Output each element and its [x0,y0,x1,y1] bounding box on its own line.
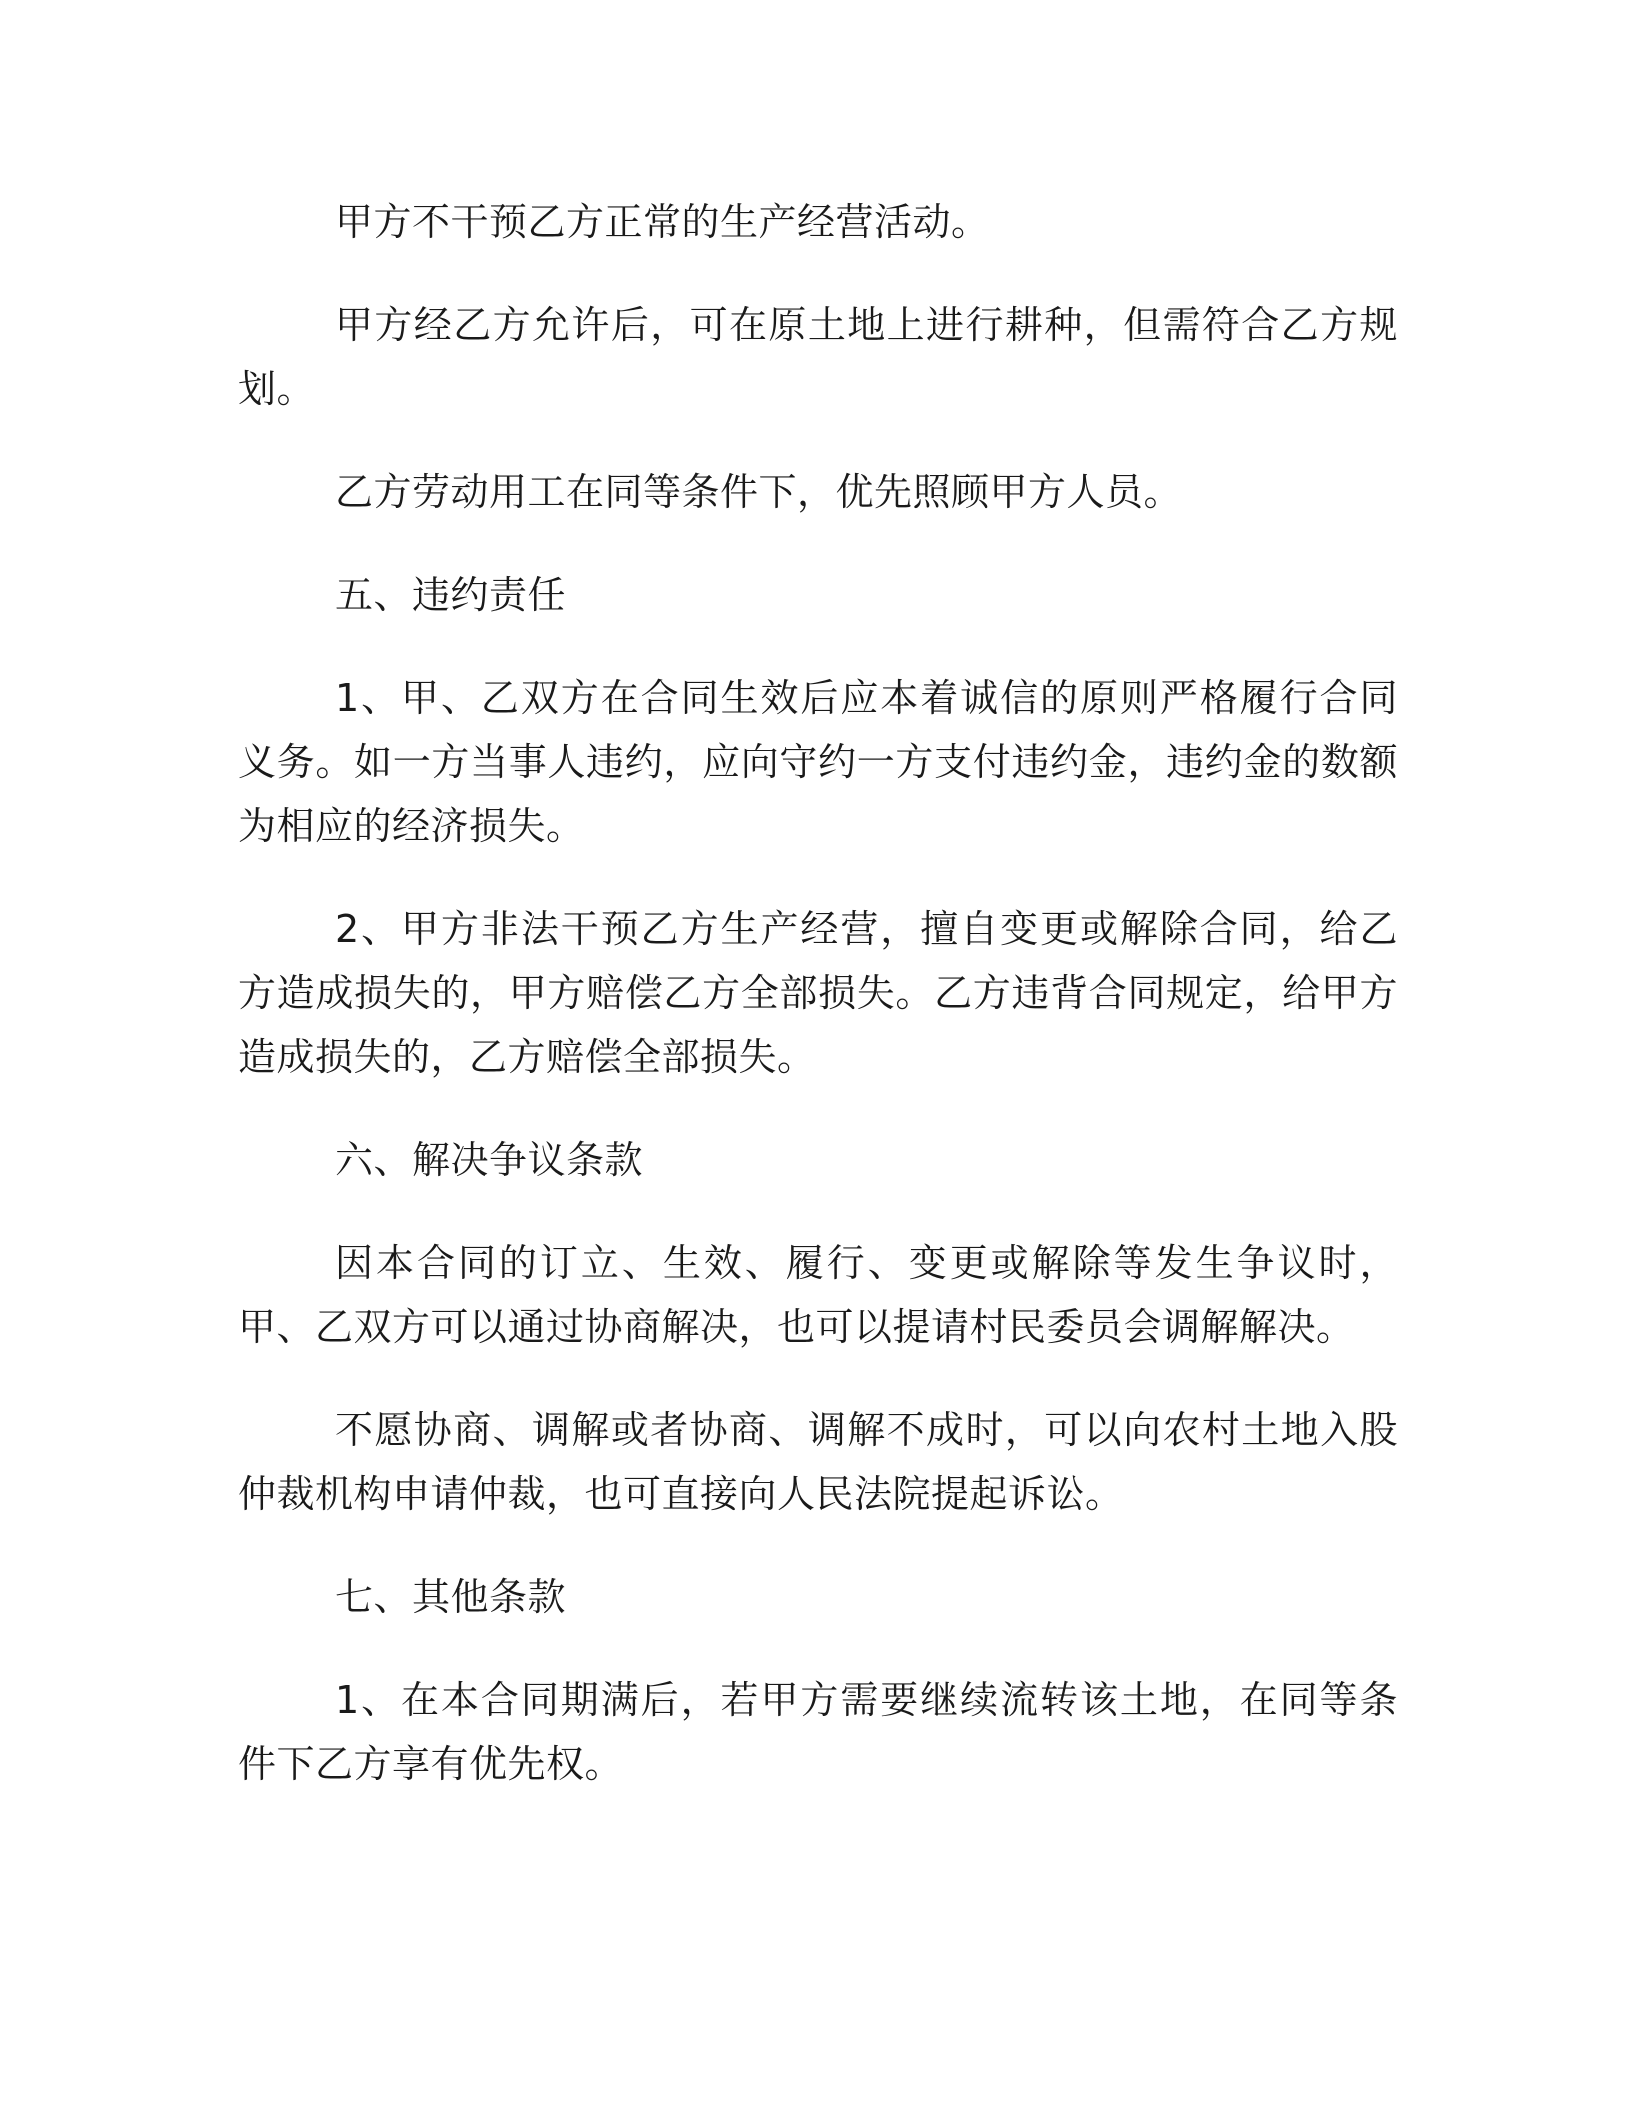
paragraph-labor-priority: 乙方劳动用工在同等条件下，优先照顾甲方人员。 [335,470,1183,514]
paragraph-dispute-negotiation: 因本合同的订立、生效、履行、变更或解除等发生争议时，甲、乙双方可以通过协商解决，也可以提请村民委员会调解解决。 [238,1241,1398,1349]
document-body [238,190,1398,1835]
section-heading-dispute-resolution: 六、解决争议条款 [335,1138,644,1182]
paragraph-farming-permission: 甲方经乙方允许后，可在原土地上进行耕种，但需符合乙方规划。 [238,303,1398,411]
paragraph-dispute-arbitration: 不愿协商、调解或者协商、调解不成时，可以向农村土地入股仲裁机构申请仲裁，也可直接向人民法院提起诉讼。 [238,1408,1398,1516]
section-heading-other-terms: 七、其他条款 [335,1575,567,1619]
paragraph-other-terms-1: 1、在本合同期满后，若甲方需要继续流转该土地，在同等条件下乙方享有优先权。 [238,1678,1398,1786]
paragraph-breach-clause-2: 2、甲方非法干预乙方生产经营，擅自变更或解除合同，给乙方造成损失的，甲方赔偿乙方全部损失。乙方违背合同规定，给甲方造成损失的，乙方赔偿全部损失。 [238,907,1398,1079]
section-heading-breach-liability: 五、违约责任 [335,573,567,617]
paragraph-breach-clause-1: 1、甲、乙双方在合同生效后应本着诚信的原则严格履行合同义务。如一方当事人违约，应向守约一方支付违约金，违约金的数额为相应的经济损失。 [238,676,1398,848]
paragraph-non-interference: 甲方不干预乙方正常的生产经营活动。 [335,200,990,244]
